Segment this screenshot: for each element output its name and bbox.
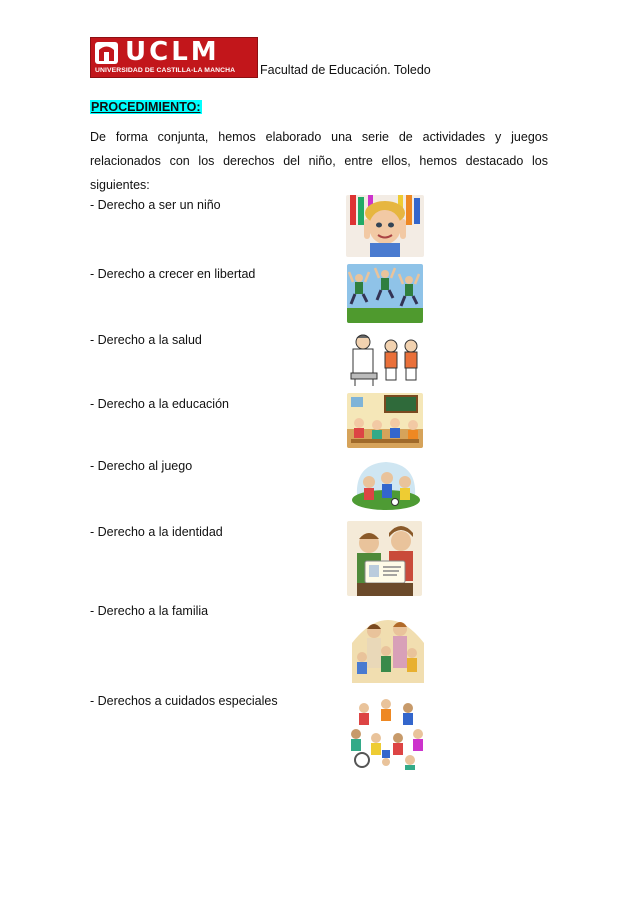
faculty-name: Facultad de Educación. Toledo xyxy=(260,63,431,77)
right-item-4: - Derecho a la educación xyxy=(90,397,229,411)
uclm-logo xyxy=(90,37,258,78)
kids-jumping-image xyxy=(347,264,423,323)
doctor-children-image xyxy=(347,330,423,388)
right-item-1: - Derecho a ser un niño xyxy=(90,198,221,212)
university-emblem-icon xyxy=(94,41,119,65)
right-item-3: - Derecho a la salud xyxy=(90,333,202,347)
special-care-image xyxy=(346,694,428,770)
intro-paragraph: De forma conjunta, hemos elaborado una serie de actividades y juegos relacionados con los derechos del niño, entre ellos, hemos destacado los siguientes: xyxy=(90,130,548,192)
family-image xyxy=(348,603,428,683)
right-item-2: - Derecho a crecer en libertad xyxy=(90,267,256,281)
right-item-5: - Derecho al juego xyxy=(90,459,193,473)
logo-subtitle: UNIVERSIDAD DE CASTILLA-LA MANCHA xyxy=(95,67,236,74)
classroom-image xyxy=(347,393,423,448)
kids-playing-image xyxy=(347,456,425,512)
logo-wordmark: UCLM xyxy=(125,37,220,67)
identity-card-image xyxy=(347,521,422,596)
section-title: PROCEDIMIENTO: xyxy=(91,100,201,114)
right-item-7: - Derecho a la familia xyxy=(90,604,209,618)
child-pencils-image xyxy=(346,195,424,257)
right-item-6: - Derecho a la identidad xyxy=(90,525,223,539)
right-item-8: - Derechos a cuidados especiales xyxy=(90,694,278,708)
